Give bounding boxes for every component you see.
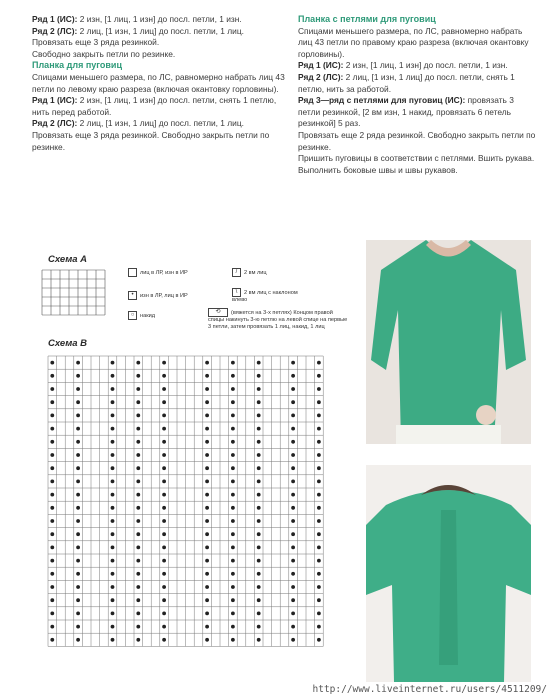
purl-dot [163,533,166,536]
photo-back [366,465,531,682]
purl-dot [257,361,260,364]
purl-dot [232,401,235,404]
purl-dot [51,361,54,364]
purl-dot [137,427,140,430]
purl-dot [232,440,235,443]
row-text: провязать 3 петли резинкой, [2 вм изн, 1 накид, провязать 6 петель резинкой] 5 раз. [298,95,514,129]
purl-dot [51,546,54,549]
purl-dot [292,440,295,443]
purl-dot [77,520,80,523]
purl-dot [137,467,140,470]
purl-dot [206,599,209,602]
purl-dot [206,467,209,470]
purl-dot [232,361,235,364]
purl-dot [318,559,321,562]
purl-dot [163,480,166,483]
purl-dot [292,374,295,377]
purl-dot [206,440,209,443]
purl-dot [163,572,166,575]
purl-dot [292,520,295,523]
purl-dot [77,599,80,602]
purl-dot [206,572,209,575]
purl-dot [111,638,114,641]
purl-dot [206,612,209,615]
purl-dot [51,533,54,536]
purl-dot [163,546,166,549]
purl-dot-icon: • [128,291,137,300]
purl-dot [51,493,54,496]
row-text: 2 лиц, [1 изн, 1 лиц] до посл. петли, 1 лиц. [77,25,244,36]
purl-dot [77,493,80,496]
yarn-over-icon: ○ [128,311,137,320]
purl-dot [137,638,140,641]
row-text: 2 лиц, [1 изн, 1 лиц] до посл. петли, 1 лиц. [77,118,244,129]
purl-dot [206,546,209,549]
purl-dot [163,625,166,628]
purl-dot [51,625,54,628]
purl-dot [163,414,166,417]
purl-dot [111,493,114,496]
purl-dot [137,374,140,377]
purl-dot [257,493,260,496]
purl-dot [232,493,235,496]
purl-dot [163,612,166,615]
purl-dot [163,506,166,509]
row-text: 2 изн, [1 лиц, 1 изн] до посл. петли, 1 изн. [343,60,508,71]
scheme-a-title: Схема А [48,254,88,265]
knit-symbol-icon [128,268,137,277]
purl-dot [163,599,166,602]
purl-dot [257,440,260,443]
purl-dot [51,480,54,483]
purl-dot [257,480,260,483]
paragraph: Провязать еще 3 ряда резинкой. Свободно закрыть петли по резинке. [32,129,270,152]
legend-text: (вяжется на 3-х петлях) Концом правой спицы накинуть 3-ю петлю на левой спице на первые 3 петли, затем провязать 1 лиц, накид, 1 лиц [208,309,348,330]
purl-dot [77,572,80,575]
purl-dot [77,374,80,377]
purl-dot [51,467,54,470]
purl-dot [163,361,166,364]
purl-dot [111,533,114,536]
purl-dot [77,467,80,470]
legend-1 [128,268,228,277]
purl-dot [292,493,295,496]
legend-text: 2 вм лиц с наклоном влево [232,289,298,303]
purl-dot [232,427,235,430]
purl-dot [206,586,209,589]
purl-dot [292,559,295,562]
purl-dot [206,388,209,391]
purl-dot [318,506,321,509]
k2tog-left-icon: \ [232,288,241,297]
purl-dot [51,572,54,575]
purl-dot [318,454,321,457]
purl-dot [163,559,166,562]
purl-dot [77,612,80,615]
purl-dot [257,638,260,641]
purl-dot [206,427,209,430]
row-label: Ряд 3—ряд с петлями для пуговиц (ИС): [298,95,466,106]
row-label: Ряд 1 (ИС): [298,60,344,71]
scheme-b-title: Схема В [48,338,88,349]
purl-dot [292,533,295,536]
purl-dot [232,533,235,536]
purl-dot [206,638,209,641]
purl-dot [51,427,54,430]
paragraph: Провязать еще 3 ряда резинкой. [32,37,160,48]
purl-dot [51,638,54,641]
row-text: 2 изн, [1 лиц, 1 изн] до посл. петли, 1 изн. [77,14,242,24]
row-label: Ряд 1 (ИС): [32,95,78,106]
purl-dot [232,506,235,509]
purl-dot [111,374,114,377]
purl-dot [232,467,235,470]
purl-dot [77,506,80,509]
purl-dot [163,467,166,470]
purl-dot [111,559,114,562]
purl-dot [111,414,114,417]
purl-dot [257,533,260,536]
purl-dot [77,559,80,562]
purl-dot [137,559,140,562]
purl-dot [257,414,260,417]
purl-dot [318,414,321,417]
purl-dot [206,520,209,523]
purl-dot [232,374,235,377]
purl-dot [318,638,321,641]
purl-dot [137,401,140,404]
purl-dot [163,401,166,404]
purl-dot [232,546,235,549]
row-text: 2 лиц, [1 изн, 1 лиц] до посл. петли, снять 1 петлю, нить за работой. [298,71,515,94]
purl-dot [51,401,54,404]
purl-dot [111,572,114,575]
purl-dot [77,480,80,483]
purl-dot [232,480,235,483]
purl-dot [111,401,114,404]
purl-dot [77,546,80,549]
purl-dot [111,388,114,391]
purl-dot [51,454,54,457]
legend-text: изн в ЛР, лиц в ИР [140,292,188,299]
purl-dot [77,454,80,457]
purl-dot [318,493,321,496]
purl-dot [137,546,140,549]
purl-dot [137,414,140,417]
purl-dot [51,520,54,523]
photo-front [366,240,531,444]
purl-dot [51,440,54,443]
purl-dot [206,414,209,417]
purl-dot [232,454,235,457]
purl-dot [257,559,260,562]
purl-dot [137,572,140,575]
purl-dot [318,586,321,589]
purl-dot [206,559,209,562]
purl-dot [257,374,260,377]
purl-dot [206,480,209,483]
purl-dot [318,374,321,377]
purl-dot [111,427,114,430]
purl-dot [137,440,140,443]
purl-dot [292,638,295,641]
purl-dot [51,374,54,377]
purl-dot [206,493,209,496]
purl-dot [51,586,54,589]
purl-dot [318,440,321,443]
purl-dot [232,572,235,575]
purl-dot [163,520,166,523]
scheme-a-grid [38,268,108,320]
purl-dot [318,361,321,364]
purl-dot [232,520,235,523]
paragraph: Спицами меньшего размера, по ЛС, равномерно набрать лиц 43 петли по правому краю разреза (включая окантовку горловины). [298,25,529,59]
purl-dot [137,625,140,628]
purl-dot [206,361,209,364]
purl-dot [206,401,209,404]
purl-dot [292,388,295,391]
purl-dot [111,361,114,364]
paragraph: Спицами меньшего размера, по ЛС, равномерно набрать лиц 43 петли по левому краю разреза (включая окантовку горловины). [32,71,285,94]
purl-dot [232,599,235,602]
purl-dot [163,427,166,430]
purl-dot [292,625,295,628]
purl-dot [318,625,321,628]
purl-dot [137,599,140,602]
purl-dot [292,506,295,509]
purl-dot [292,612,295,615]
purl-dot [292,454,295,457]
purl-dot [292,480,295,483]
scheme-b-chart [36,350,346,670]
purl-dot [77,625,80,628]
purl-dot [77,427,80,430]
purl-dot [257,427,260,430]
purl-dot [257,612,260,615]
purl-dot [257,454,260,457]
purl-dot [163,454,166,457]
purl-dot [51,414,54,417]
purl-dot [292,467,295,470]
purl-dot [206,506,209,509]
purl-dot [111,440,114,443]
row-label: Ряд 2 (ЛС): [298,71,344,82]
purl-dot [137,612,140,615]
purl-dot [318,427,321,430]
legend-2 [128,291,228,300]
pass-over-icon: ⟲ [208,308,228,317]
purl-dot [51,388,54,391]
purl-dot [111,586,114,589]
purl-dot [51,559,54,562]
section-heading: Планка для пуговиц [32,60,122,71]
section-heading: Планка с петлями для пуговиц [298,14,436,24]
purl-dot [111,546,114,549]
left-column [32,14,294,153]
purl-dot [318,533,321,536]
purl-dot [111,625,114,628]
purl-dot [163,440,166,443]
purl-dot [257,388,260,391]
purl-dot [51,599,54,602]
purl-dot [292,586,295,589]
purl-dot [77,638,80,641]
purl-dot [257,520,260,523]
purl-dot [77,533,80,536]
purl-dot [163,374,166,377]
purl-dot [77,361,80,364]
purl-dot [163,586,166,589]
purl-dot [318,546,321,549]
purl-dot [111,612,114,615]
purl-dot [77,388,80,391]
purl-dot [111,454,114,457]
purl-dot [51,506,54,509]
purl-dot [206,533,209,536]
paragraph: Провязать еще 2 ряда резинкой. Свободно закрыть петли по резинке. [298,129,536,152]
purl-dot [51,612,54,615]
legend-text: накид [140,312,156,319]
purl-dot [257,599,260,602]
sweater-front-image [366,240,531,444]
paragraph: Пришить пуговицы в соответствии с петлями. Вшить рукава. Выполнить боковые швы и швы рукавов. [298,153,535,175]
purl-dot [232,612,235,615]
purl-dot [77,414,80,417]
purl-dot [292,361,295,364]
k2tog-icon: / [232,268,241,277]
purl-dot [111,506,114,509]
purl-dot [77,586,80,589]
purl-dot [163,638,166,641]
purl-dot [137,454,140,457]
purl-dot [257,572,260,575]
purl-dot [137,361,140,364]
row-text: 2 изн, [1 лиц, 1 изн] до посл. петли, снять 1 петлю, нить перед работой. [32,95,277,117]
purl-dot [318,388,321,391]
purl-dot [137,586,140,589]
purl-dot [318,599,321,602]
purl-dot [257,467,260,470]
purl-dot [206,625,209,628]
purl-dot [163,388,166,391]
purl-dot [318,612,321,615]
legend-5 [232,288,302,304]
purl-dot [206,454,209,457]
paragraph: Свободно закрыть петли по резинке. [32,48,176,59]
purl-dot [77,401,80,404]
purl-dot [257,546,260,549]
purl-dot [111,520,114,523]
sweater-back-image [366,465,531,682]
purl-dot [257,625,260,628]
purl-dot [206,374,209,377]
purl-dot [77,440,80,443]
purl-dot [111,480,114,483]
purl-dot [232,625,235,628]
purl-dot [232,638,235,641]
row-label: Ряд 2 (ЛС): [32,118,78,129]
purl-dot [292,414,295,417]
purl-dot [318,520,321,523]
purl-dot [163,493,166,496]
watermark-url: http://www.liveinternet.ru/users/4511209/ [312,684,547,695]
row-label: Ряд 2 (ЛС): [32,25,78,36]
purl-dot [232,414,235,417]
right-column [298,14,538,176]
purl-dot [318,572,321,575]
purl-dot [137,520,140,523]
purl-dot [318,480,321,483]
purl-dot [318,467,321,470]
legend-text: лиц в ЛР, изн в ИР [140,269,188,276]
purl-dot [257,586,260,589]
purl-dot [137,388,140,391]
legend-4 [232,268,292,277]
purl-dot [292,599,295,602]
purl-dot [137,506,140,509]
purl-dot [292,401,295,404]
row-label: Ряд 1 (ИС): [32,14,78,24]
purl-dot [292,546,295,549]
purl-dot [111,599,114,602]
legend-6 [208,308,348,331]
purl-dot [232,559,235,562]
purl-dot [232,586,235,589]
purl-dot [232,388,235,391]
purl-dot [292,427,295,430]
purl-dot [318,401,321,404]
purl-dot [257,506,260,509]
purl-dot [257,401,260,404]
purl-dot [137,493,140,496]
purl-dot [292,572,295,575]
legend-text: 2 вм лиц [244,269,267,276]
purl-dot [111,467,114,470]
purl-dot [137,533,140,536]
purl-dot [137,480,140,483]
